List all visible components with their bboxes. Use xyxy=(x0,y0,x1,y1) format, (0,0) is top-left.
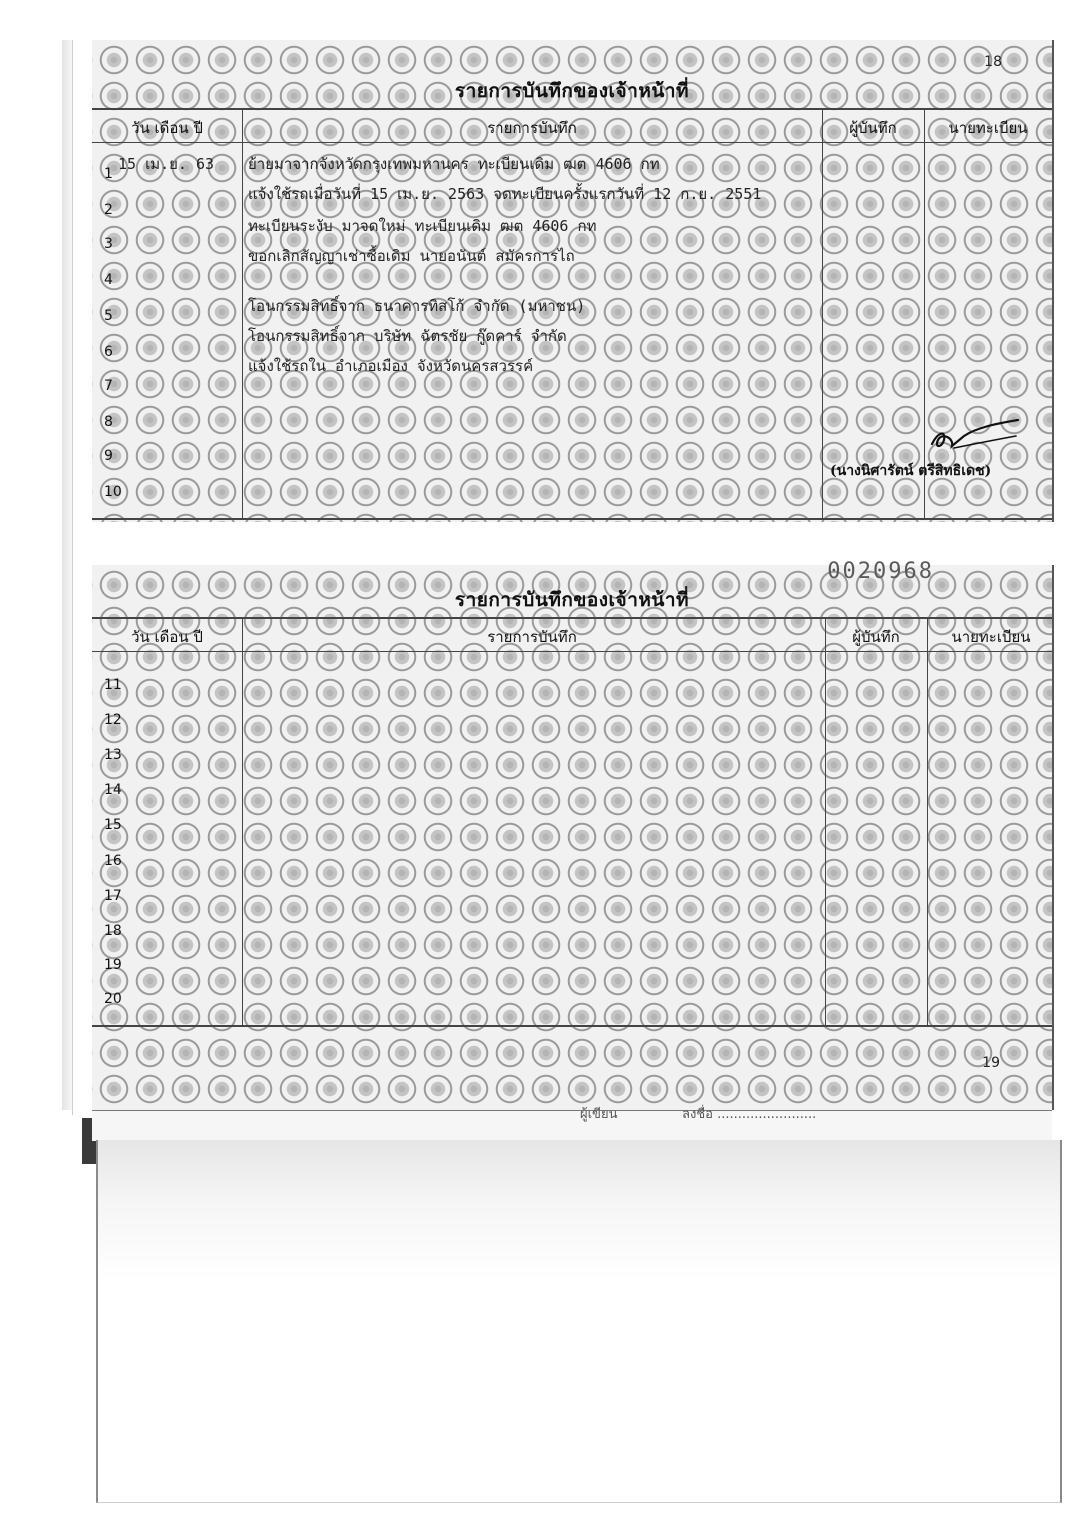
header-recorder: ผู้บันทึก xyxy=(852,628,900,646)
row-number: 13 xyxy=(104,747,122,763)
column-divider xyxy=(242,110,243,518)
row-number: 19 xyxy=(104,957,122,973)
blank-sheet xyxy=(96,1140,1062,1503)
entry-date: 15 เม.ย. 63 xyxy=(118,155,215,173)
header-entry: รายการบันทึก xyxy=(487,119,577,137)
entry-line: ทะเบียนระงับ มาจดใหม่ ทะเบียนเดิม ฒต 4606 กท xyxy=(248,217,597,235)
page-title: รายการบันทึกของเจ้าหน้าที่ xyxy=(454,589,690,611)
row-number: 6 xyxy=(104,344,113,360)
serial-number: 0020968 xyxy=(827,559,934,584)
row-number: 14 xyxy=(104,782,122,798)
strip-text: ลงชื่อ ........................ xyxy=(682,1107,817,1122)
row-number: 2 xyxy=(104,202,113,218)
header-registrar: นายทะเบียน xyxy=(951,628,1031,646)
page-number: 18 xyxy=(984,54,1002,70)
entry-line: โอนกรรมสิทธิ์จาก ธนาคารทิสโก้ จำกัด (มหาชน) xyxy=(248,297,586,315)
row-number: 17 xyxy=(104,888,122,904)
row-number: 5 xyxy=(104,308,113,324)
entry-line: ขอกเลิกสัญญาเช่าซื้อเดิม นายอนันต์ สมัครการไถ xyxy=(248,247,575,265)
row-number: 3 xyxy=(104,236,113,252)
header-registrar: นายทะเบียน xyxy=(948,119,1028,137)
table-header xyxy=(92,619,1052,652)
row-number: 8 xyxy=(104,414,113,430)
underlying-page-strip xyxy=(92,1107,1052,1141)
scan-edge xyxy=(62,40,72,1110)
column-divider xyxy=(242,619,243,1025)
entry-line: โอนกรรมสิทธิ์จาก บริษัท ฉัตรชัย กู๊ดคาร์ จำกัด xyxy=(248,327,567,345)
row-number: 4 xyxy=(104,272,113,288)
table-header xyxy=(92,110,1052,143)
page-title: รายการบันทึกของเจ้าหน้าที่ xyxy=(454,80,690,102)
row-number: 11 xyxy=(104,677,122,693)
row-number: 16 xyxy=(104,853,122,869)
signature xyxy=(924,418,1024,458)
page-number: 19 xyxy=(982,1055,1000,1071)
header-entry: รายการบันทึก xyxy=(487,628,577,646)
records-table xyxy=(92,617,1052,1027)
header-recorder: ผู้บันทึก xyxy=(849,119,897,137)
column-divider xyxy=(822,110,823,518)
row-number: 15 xyxy=(104,817,122,833)
record-page-top xyxy=(92,40,1054,522)
officer-name: (นางนิศารัตน์ ตรีสิทธิเดช) xyxy=(830,463,992,479)
row-number: 9 xyxy=(104,448,113,464)
header-date: วัน เดือน ปี xyxy=(131,119,203,137)
column-divider xyxy=(927,619,928,1025)
entry-line: แจ้งใช้รถเมื่อวันที่ 15 เม.ย. 2563 จดทะเบียนครั้งแรกวันที่ 12 ก.ย. 2551 xyxy=(248,185,762,203)
row-number: 10 xyxy=(104,484,122,500)
entry-line: แจ้งใช้รถใน อำเภอเมือง จังหวัดนครสวรรค์ xyxy=(248,357,534,375)
records-table xyxy=(92,108,1052,520)
strip-text: ผู้เขียน xyxy=(580,1107,618,1122)
entry-line: ย้ายมาจากจังหวัดกรุงเทพมหานคร ทะเบียนเดิม ฒต 4606 กท xyxy=(248,155,660,173)
row-number: 20 xyxy=(104,991,122,1007)
row-number: 18 xyxy=(104,923,122,939)
header-date: วัน เดือน ปี xyxy=(131,628,203,646)
record-page-bottom xyxy=(92,559,1054,1110)
row-number: 7 xyxy=(104,378,113,394)
column-divider xyxy=(825,619,826,1025)
row-number: 12 xyxy=(104,712,122,728)
row-number: 1 xyxy=(104,166,113,182)
